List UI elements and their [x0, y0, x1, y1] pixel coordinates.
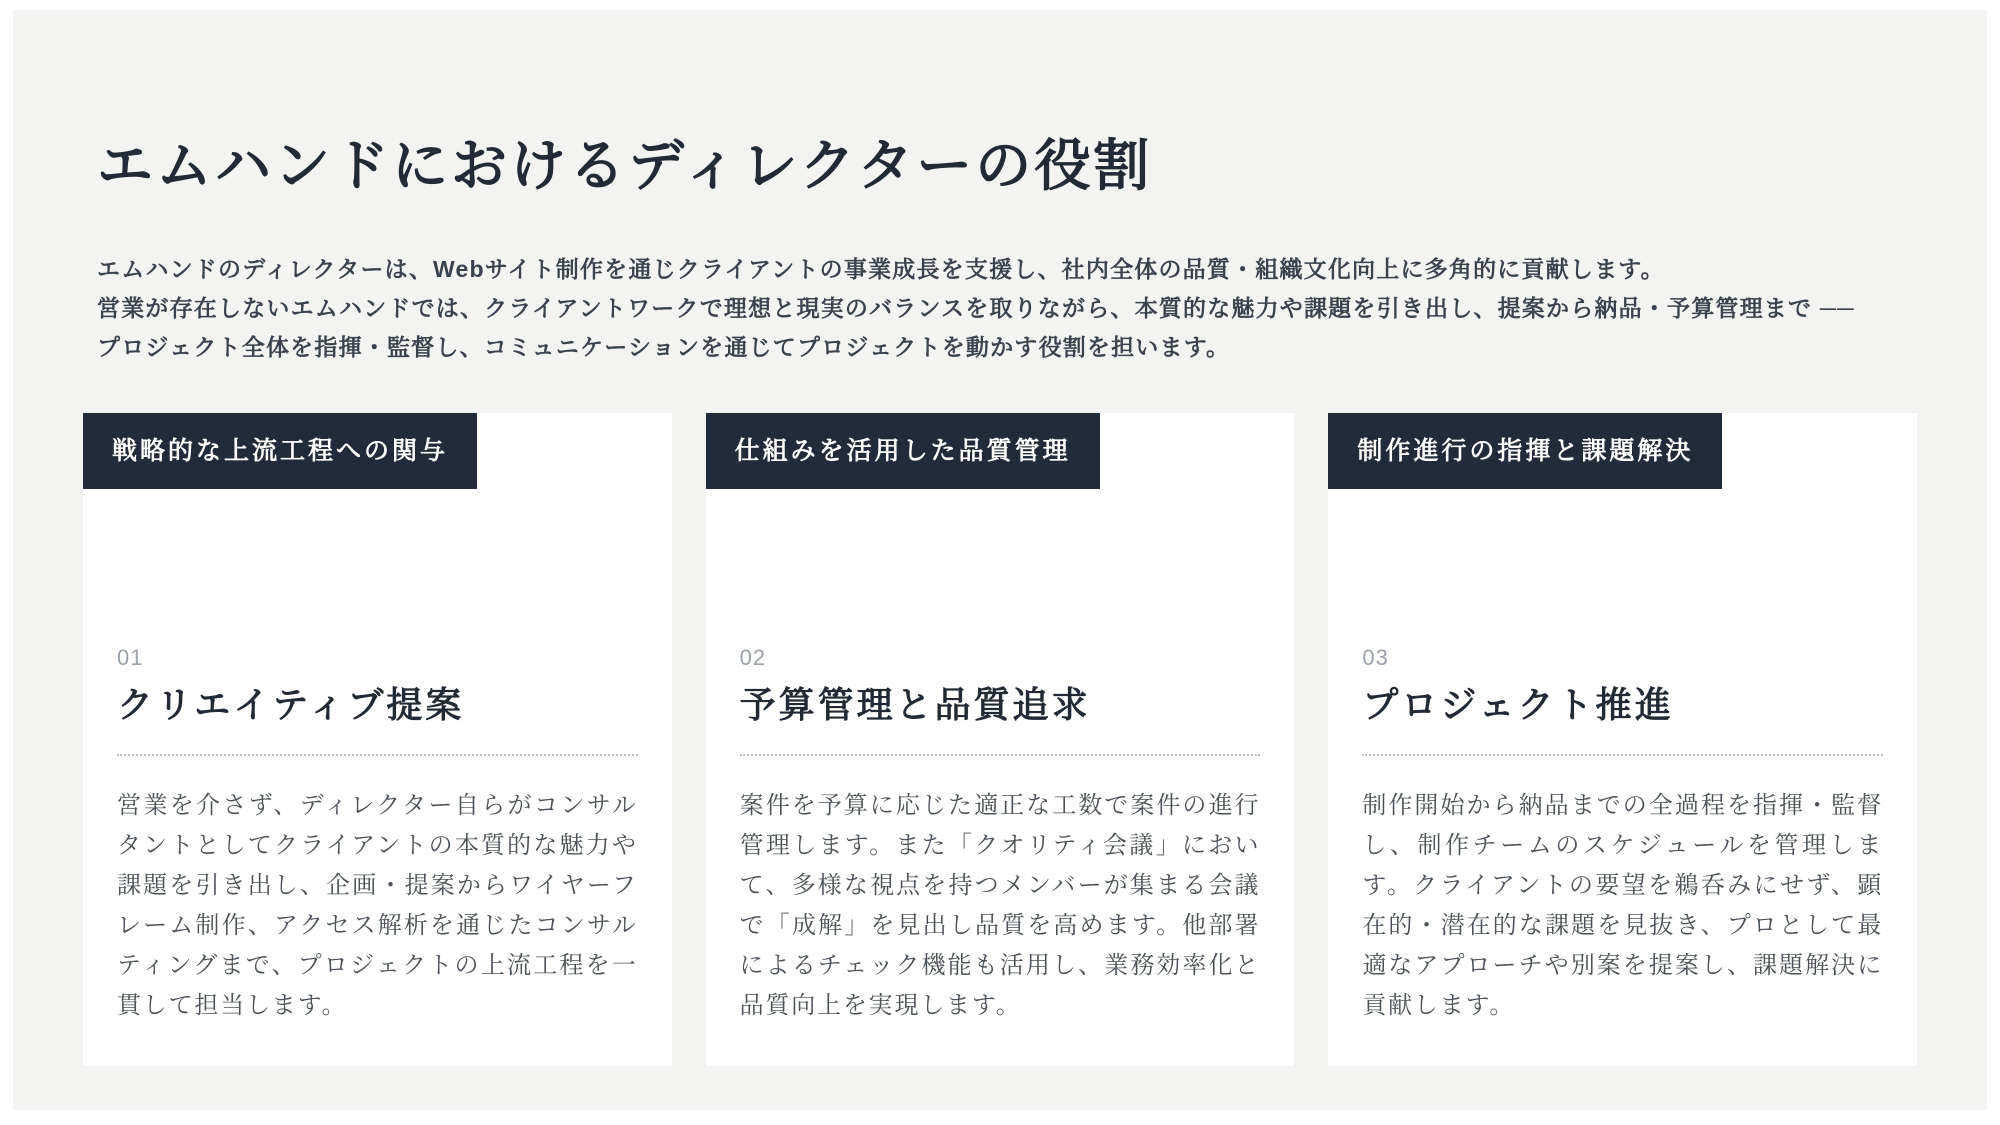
section-title: エムハンドにおけるディレクターの役割	[97, 134, 1153, 197]
dotted-divider	[117, 754, 638, 756]
role-card-creative-proposal	[83, 413, 672, 1066]
dotted-divider	[740, 754, 1261, 756]
role-card-budget-quality	[706, 413, 1295, 1066]
card-number: 02	[739, 645, 767, 670]
card-title: 予算管理と品質追求	[739, 684, 1091, 725]
card-badge: 仕組みを活用した品質管理	[706, 413, 1100, 489]
intro-line-3: プロジェクト全体を指揮・監督し、コミュニケーションを通じてプロジェクトを動かす役割を担います。	[97, 334, 1231, 360]
intro-text	[97, 250, 1917, 367]
card-badge: 戦略的な上流工程への関与	[83, 413, 477, 489]
card-description: 営業を介さず、ディレクター自らがコンサルタントとしてクライアントの本質的な魅力や課題を引き出し、企画・提案からワイヤーフレーム制作、アクセス解析を通じたコンサルティングまで、プロジェクトの上流工程を一貫して担当します。	[117, 792, 638, 1020]
card-number: 03	[1362, 645, 1389, 670]
card-title: プロジェクト推進	[1362, 684, 1674, 725]
card-content	[1328, 489, 1917, 1066]
card-description: 案件を予算に応じた適正な工数で案件の進行管理します。また「クオリティ会議」において、多様な視点を持つメンバーが集まる会議で「成解」を見出し品質を高めます。他部署によるチェック機能も活用し、業務効率化と品質向上を実現します。	[739, 792, 1261, 1020]
director-role-section	[13, 10, 1987, 1110]
card-content	[706, 489, 1295, 1066]
card-description: 制作開始から納品までの全過程を指揮・監督し、制作チームのスケジュールを管理します。クライアントの要望を鵜呑みにせず、顕在的・潜在的な課題を見抜き、プロとして最適なアプローチや別案を提案し、課題解決に貢献します。	[1362, 792, 1883, 1020]
role-card-project-drive	[1328, 413, 1917, 1066]
dotted-divider	[1362, 754, 1883, 756]
card-title: クリエイティブ提案	[117, 684, 465, 725]
role-cards	[83, 413, 1917, 1066]
card-number: 01	[117, 645, 144, 670]
card-badge: 制作進行の指揮と課題解決	[1328, 413, 1722, 489]
intro-line-1: エムハンドのディレクターは、Webサイト制作を通じクライアントの事業成長を支援し、社内全体の品質・組織文化向上に多角的に貢献します。	[97, 256, 1665, 282]
card-content	[83, 489, 672, 1066]
intro-line-2: 営業が存在しないエムハンドでは、クライアントワークで理想と現実のバランスを取りながら、本質的な魅力や課題を引き出し、提案から納品・予算管理まで ──	[97, 295, 1855, 321]
